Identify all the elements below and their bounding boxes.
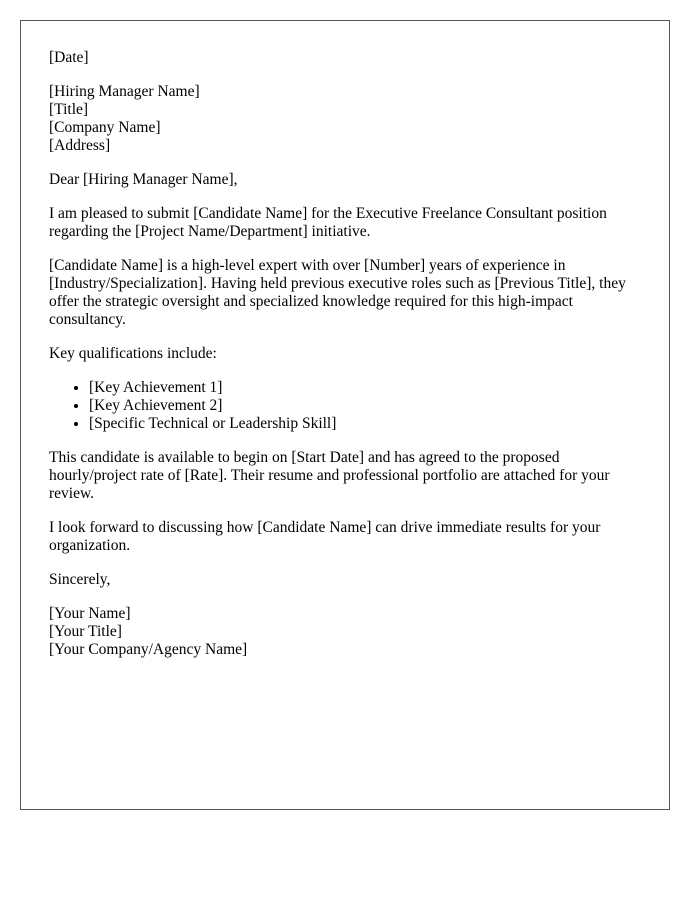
recipient-company: [Company Name] (49, 119, 161, 136)
list-item: • [Key Achievement 1] (89, 379, 649, 397)
body-paragraph-availability: This candidate is available to begin on [Start Date] and has agreed to the proposed hourly/project rate of [Rate]. Their resume and professional portfolio are attached for your review. (49, 449, 610, 502)
recipient-title: [Title] (49, 101, 89, 118)
list-item: • [Key Achievement 2] (89, 397, 649, 415)
signature-company: [Your Company/Agency Name] (49, 641, 248, 658)
recipient-name: [Hiring Manager Name] (49, 83, 200, 100)
body-paragraph-closing: I look forward to discussing how [Candidate Name] can drive immediate results for your organization. (49, 519, 601, 554)
closing: Sincerely, (49, 571, 111, 588)
qualifications-intro: Key qualifications include: (49, 345, 217, 362)
body-paragraph-experience: [Candidate Name] is a high-level expert with over [Number] years of experience in [Industry/Specialization]. Having held previous executive roles such as [Previous Title], they offer the strategic oversight and specialized knowledge required for this high-impact consultancy. (49, 257, 626, 328)
letter-document (20, 20, 670, 810)
signature-title: [Your Title] (49, 623, 122, 640)
recipient-address: [Address] (49, 137, 111, 154)
qualifications-list (49, 379, 649, 433)
salutation: Dear [Hiring Manager Name], (49, 171, 238, 188)
signature-name: [Your Name] (49, 605, 131, 622)
letter-date: [Date] (49, 49, 89, 66)
signature-block (49, 605, 649, 659)
list-item: • [Specific Technical or Leadership Skill] (89, 415, 649, 433)
body-paragraph-intro: I am pleased to submit [Candidate Name] for the Executive Freelance Consultant position regarding the [Project Name/Department] initiative. (49, 205, 607, 240)
recipient-block (49, 83, 649, 155)
